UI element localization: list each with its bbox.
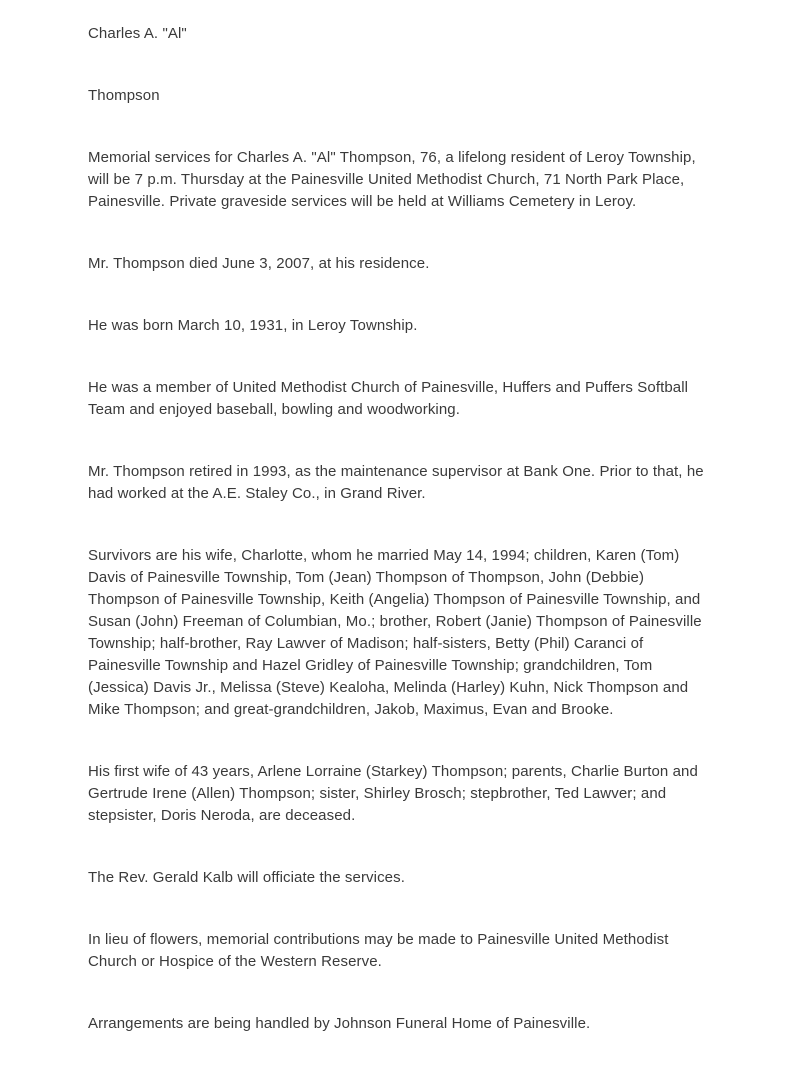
paragraph-predeceased: His first wife of 43 years, Arlene Lorraine (Starkey) Thompson; parents, Charlie Burton and Gertrude Irene (Allen) Thompson; sister, Shirley Brosch; stepbrother, Ted Lawver; and stepsister, Doris Neroda, are deceased. <box>88 763 698 824</box>
obituary-document <box>88 23 712 1035</box>
paragraph-contributions: In lieu of flowers, memorial contributions may be made to Painesville United Methodist Church or Hospice of the Western Reserve. <box>88 931 669 970</box>
paragraph-memorial-services: Memorial services for Charles A. "Al" Thompson, 76, a lifelong resident of Leroy Township, will be 7 p.m. Thursday at the Painesville United Methodist Church, 71 North Park Place, Painesville. Private graveside services will be held at Williams Cemetery in Leroy. <box>88 149 696 210</box>
deceased-surname-line: Thompson <box>88 87 160 104</box>
paragraph-arrangements: Arrangements are being handled by Johnson Funeral Home of Painesville. <box>88 1015 591 1032</box>
paragraph-birth: He was born March 10, 1931, in Leroy Township. <box>88 317 418 334</box>
deceased-first-name-line: Charles A. "Al" <box>88 25 187 42</box>
paragraph-officiant: The Rev. Gerald Kalb will officiate the services. <box>88 869 405 886</box>
paragraph-memberships: He was a member of United Methodist Church of Painesville, Huffers and Puffers Softball Team and enjoyed baseball, bowling and woodworking. <box>88 379 689 418</box>
paragraph-survivors: Survivors are his wife, Charlotte, whom he married May 14, 1994; children, Karen (Tom) Davis of Painesville Township, Tom (Jean) Thompson of Thompson, John (Debbie) Thompson of Painesville Township, Keith (Angelia) Thompson of Painesville Township, and Susan (John) Freeman of Columbian, Mo.; brother, Robert (Janie) Thompson of Painesville Township; half-brother, Ray Lawver of Madison; half-sisters, Betty (Phil) Caranci of Painesville Township and Hazel Gridley of Painesville Township; grandchildren, Tom (Jessica) Davis Jr., Melissa (Steve) Kealoha, Melinda (Harley) Kuhn, Nick Thompson and Mike Thompson; and great-grandchildren, Jakob, Maximus, Evan and Brooke. <box>88 547 702 718</box>
paragraph-career: Mr. Thompson retired in 1993, as the maintenance supervisor at Bank One. Prior to that, he had worked at the A.E. Staley Co., in Grand River. <box>88 463 704 502</box>
paragraph-death-notice: Mr. Thompson died June 3, 2007, at his residence. <box>88 255 430 272</box>
